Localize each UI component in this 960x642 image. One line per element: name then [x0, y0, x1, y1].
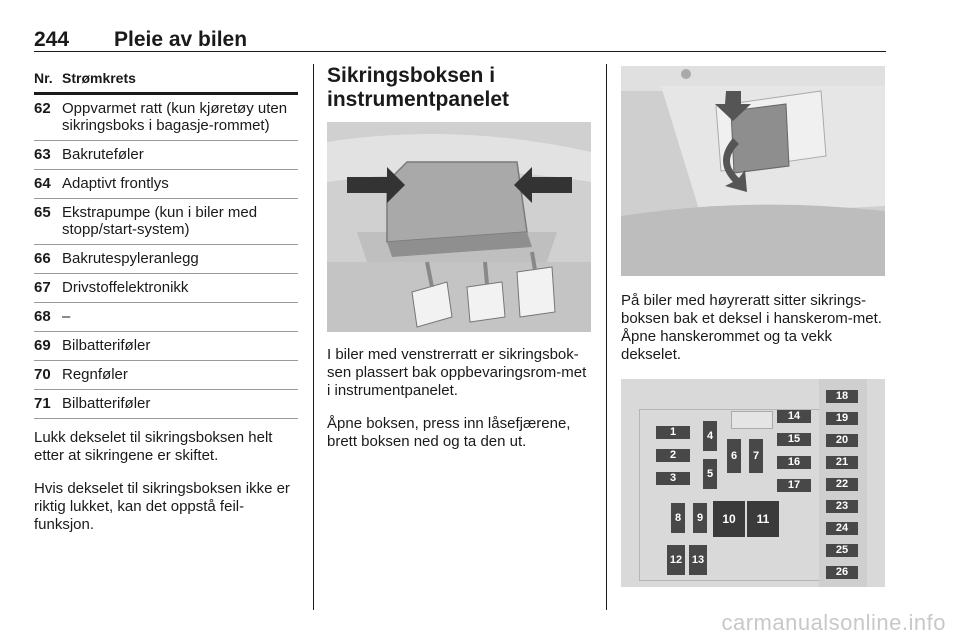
storage-compartment-illustration — [327, 122, 591, 332]
fuse-6: 6 — [727, 439, 741, 473]
fuse-number: 67 — [34, 279, 51, 296]
fuse-15: 15 — [777, 433, 811, 446]
fuse-4: 4 — [703, 421, 717, 451]
page-header — [34, 28, 886, 52]
fuse-17: 17 — [777, 479, 811, 492]
fuse-20: 20 — [826, 434, 858, 447]
fuse-2: 2 — [656, 449, 690, 462]
glovebox-cover-illustration — [621, 66, 885, 276]
header-rule — [34, 51, 886, 52]
fuse-number: 66 — [34, 250, 51, 267]
fuse-5: 5 — [703, 459, 717, 489]
fuse-23: 23 — [826, 500, 858, 513]
table-row — [34, 303, 298, 332]
table-row — [34, 390, 298, 419]
fuse-circuit: – — [62, 308, 71, 325]
fuse-8: 8 — [671, 503, 685, 533]
fuse-number: 65 — [34, 204, 51, 221]
page-number: 244 — [34, 28, 70, 51]
right-hand-drive-section — [621, 66, 885, 587]
fuse-circuit: Adaptivt frontlys — [62, 175, 169, 192]
fuse-19: 19 — [826, 412, 858, 425]
fuse-12: 12 — [667, 545, 685, 575]
table-row — [34, 332, 298, 361]
fuse-circuit: Bakrutespyleranlegg — [62, 250, 199, 267]
fuse-circuit: Ekstrapumpe (kun i biler med stopp/start-system) — [62, 204, 258, 238]
fuse-circuit: Bilbatteriføler — [62, 395, 151, 412]
column-divider-right — [606, 64, 607, 610]
fuse-number: 69 — [34, 337, 51, 354]
paragraph-right-hand-drive: På biler med høyreratt sitter sikrings-boksen bak et deksel i hanskerom-met. Åpne hanskerommet og ta vekk dekselet. — [621, 292, 882, 363]
fuse-circuit: Bilbatteriføler — [62, 337, 151, 354]
table-row — [34, 170, 298, 199]
fuse-22: 22 — [826, 478, 858, 491]
fuse-circuit: Bakruteføler — [62, 146, 144, 163]
column-header-circuit: Strømkrets — [62, 70, 136, 86]
instrument-panel-section — [327, 64, 593, 466]
fuse-1: 1 — [656, 426, 690, 439]
fuse-9: 9 — [693, 503, 707, 533]
fuse-24: 24 — [826, 522, 858, 535]
section-title: Pleie av bilen — [114, 28, 248, 51]
paragraph-left-hand-drive: I biler med venstrerratt er sikringsbok-sen plassert bak oppbevaringsrom-met i instrumentpanelet. — [327, 346, 587, 399]
paragraph-cover-warning: Hvis dekselet til sikringsboksen ikke er riktig lukket, kan det oppstå feil-funksjon. — [34, 480, 290, 533]
fuse-circuit: Regnføler — [62, 366, 128, 383]
fuse-number: 64 — [34, 175, 51, 192]
fuse-number: 71 — [34, 395, 51, 412]
fuse-16: 16 — [777, 456, 811, 469]
fuse-number: 68 — [34, 308, 51, 325]
fuse-number: 62 — [34, 100, 51, 117]
section-heading: Sikringsboksen i instrumentpanelet — [327, 64, 510, 111]
fuse-13: 13 — [689, 545, 707, 575]
column-divider-left — [313, 64, 314, 610]
table-row — [34, 274, 298, 303]
table-row — [34, 95, 298, 141]
fuse-14: 14 — [777, 410, 811, 423]
fuse-7: 7 — [749, 439, 763, 473]
paragraph-close-cover: Lukk dekselet til sikringsboksen helt etter at sikringene er skiftet. — [34, 429, 273, 464]
fuse-table-column — [34, 70, 298, 549]
fuse-11: 11 — [747, 501, 779, 537]
fuse-21: 21 — [826, 456, 858, 469]
fuse-25: 25 — [826, 544, 858, 557]
table-row — [34, 199, 298, 245]
fuse-18: 18 — [826, 390, 858, 403]
fuse-number: 70 — [34, 366, 51, 383]
fuse-circuit: Oppvarmet ratt (kun kjøretøy uten sikringsboks i bagasje-rommet) — [62, 100, 288, 134]
column-header-nr: Nr. — [34, 70, 53, 86]
fuse-layout-diagram — [621, 379, 885, 587]
watermark: carmanualsonline.info — [721, 610, 946, 635]
table-row — [34, 245, 298, 274]
fuse-table-header — [34, 70, 298, 95]
fuse-circuit: Drivstoffelektronikk — [62, 279, 189, 296]
fuse-number: 63 — [34, 146, 51, 163]
fuse-10: 10 — [713, 501, 745, 537]
fuse-3: 3 — [656, 472, 690, 485]
table-row — [34, 361, 298, 390]
fuse-26: 26 — [826, 566, 858, 579]
paragraph-open-box: Åpne boksen, press inn låsefjærene, brett boksen ned og ta den ut. — [327, 415, 571, 450]
table-row — [34, 141, 298, 170]
